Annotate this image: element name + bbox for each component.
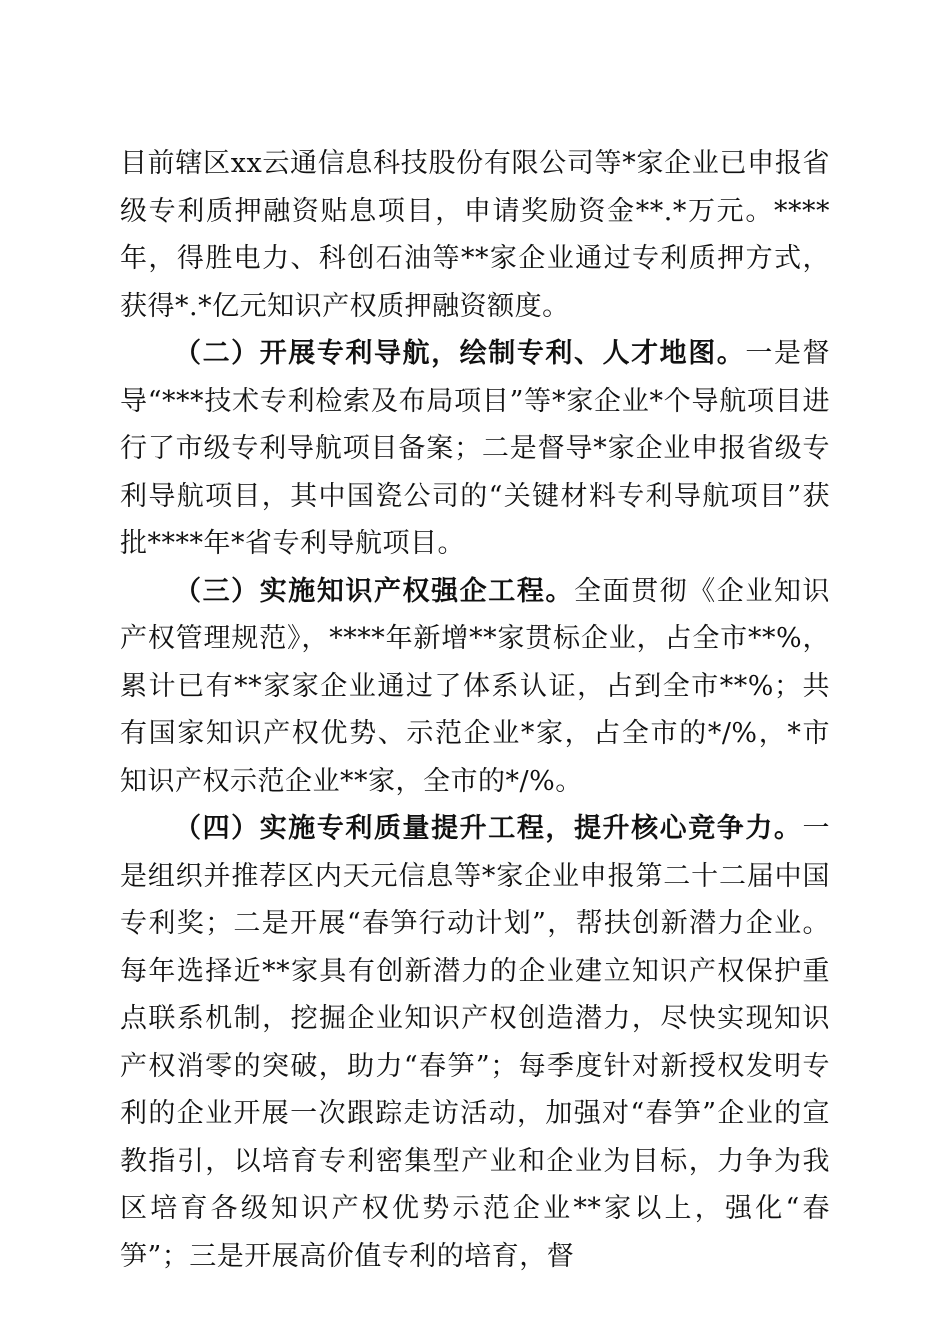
paragraph-4-heading: （四）实施专利质量提升工程，提升核心竞争力。 xyxy=(174,813,803,844)
paragraph-1-body: 目前辖区xx云通信息科技股份有限公司等*家企业已申报省级专利质押融资贴息项目，申请奖励资金**.*万元。****年，得胜电力、科创石油等**家企业通过专利质押方式，获得*.*亿元知识产权质押融资额度。 xyxy=(120,148,830,322)
paragraph-3-body: 全面贯彻《企业知识产权管理规范》，****年新增**家贯标企业，占全市**%，累计已有**家家企业通过了体系认证，占到全市**%；共有国家知识产权优势、示范企业*家，占全市的*/%，*市知识产权示范企业**家，全市的*/%。 xyxy=(120,575,831,797)
paragraph-2-heading: （二）开展专利导航，绘制专利、人才地图。 xyxy=(174,338,746,369)
paragraph-4 xyxy=(120,805,830,1280)
paragraph-3 xyxy=(120,568,830,806)
paragraph-2-body: 一是督导“***技术专利检索及布局项目”等*家企业*个导航项目进行了市级专利导航项目备案；二是督导*家企业申报省级专利导航项目，其中国瓷公司的“关键材料专利导航项目”获批****年*省专利导航项目。 xyxy=(120,338,831,559)
paragraph-1 xyxy=(120,140,830,330)
paragraph-2 xyxy=(120,330,830,568)
paragraph-4-body: 一是组织并推荐区内天元信息等*家企业申报第二十二届中国专利奖；二是开展“春笋行动计划”，帮扶创新潜力企业。每年选择近**家具有创新潜力的企业建立知识产权保护重点联系机制，挖掘企业知识产权创造潜力，尽快实现知识产权消零的突破，助力“春笋”；每季度针对新授权发明专利的企业开展一次跟踪走访活动，加强对“春笋”企业的宣教指引，以培育专利密集型产业和企业为目标，力争为我区培育各级知识产权优势示范企业**家以上，强化“春笋”；三是开展高价值专利的培育，督 xyxy=(120,813,830,1272)
document-page xyxy=(120,140,830,1280)
paragraph-3-heading: （三）实施知识产权强企工程。 xyxy=(174,575,574,607)
